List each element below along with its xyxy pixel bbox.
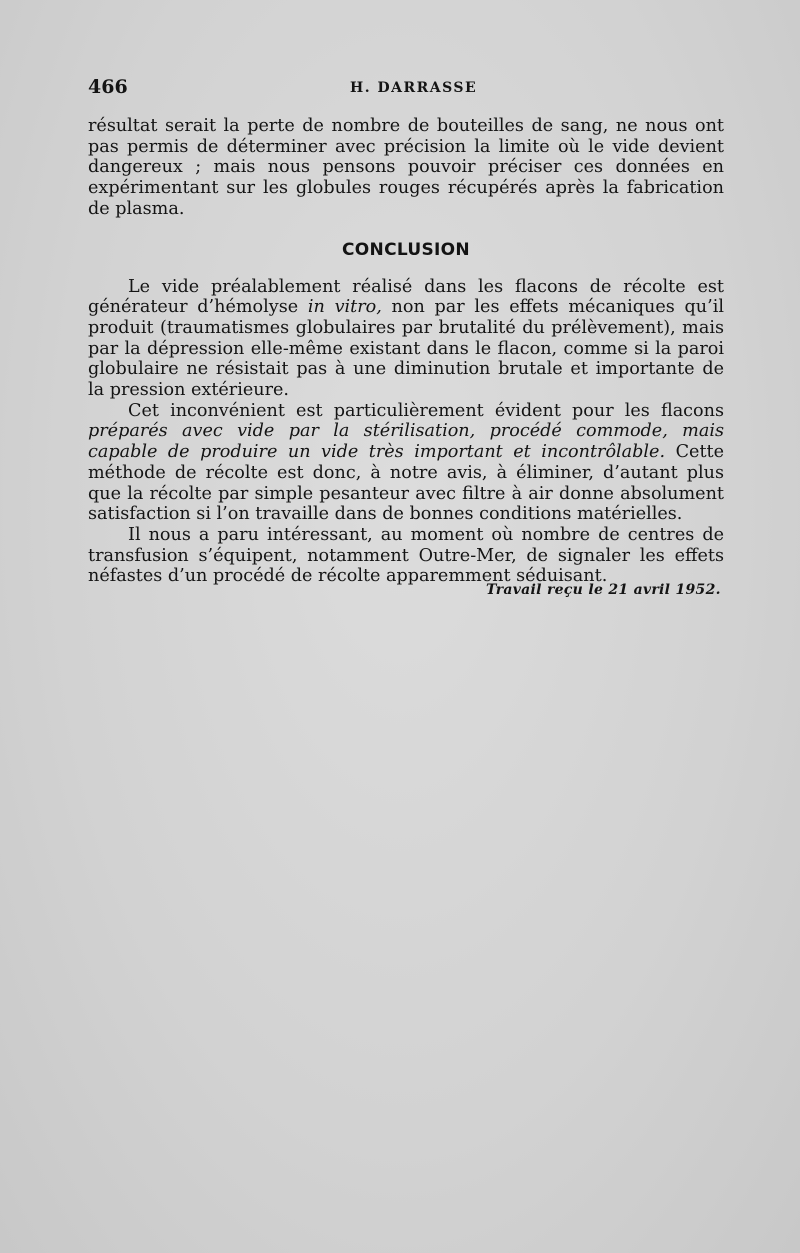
paragraph-1-italic: in vitro, bbox=[307, 297, 382, 318]
paragraph-conclusion-3: Il nous a paru intéressant, au moment où nombre de centres de transfusion s’équipent, notamment Outre-Mer, de signaler les effets néfastes d’un procédé de récolte apparemment séduisant. bbox=[88, 524, 724, 587]
paragraph-2-italic: préparés avec vide par la stérilisation, procédé commode, mais capable de produire un vide très important et incontrôlable. bbox=[88, 421, 724, 463]
text-block bbox=[88, 116, 724, 587]
paragraph-1-text-b: non par les effets mécaniques qu’il produit (traumatismes globulaires par brutalité du prélèvement), mais par la dépression elle-même existant dans le flacon, comme si la paroi globulaire ne résistait pas à une diminution brutale et importante de la pression extérieure. bbox=[88, 297, 724, 401]
received-date-note: Travail reçu le 21 avril 1952. bbox=[486, 582, 721, 598]
paragraph-2-text-b: Cette méthode de récolte est donc, à notre avis, à éliminer, d’autant plus que la récolte par simple pesanteur avec filtre à air donne absolument satisfaction si l’on travaille dans de bonnes conditions matérielles. bbox=[88, 442, 724, 525]
paragraph-2-text-a: Cet inconvénient est particulièrement évident pour les flacons bbox=[128, 400, 724, 421]
section-title: CONCLUSION bbox=[342, 239, 470, 260]
page-number: 466 bbox=[88, 76, 128, 98]
paragraph-conclusion-2 bbox=[88, 401, 724, 525]
paragraph-continuation: résultat serait la perte de nombre de bouteilles de sang, ne nous ont pas permis de déterminer avec précision la limite où le vide devient dangereux ; mais nous pensons pouvoir préciser ces données en expérimentant sur les globules rouges récupérés après la fabrication de plasma. bbox=[88, 116, 724, 219]
page-header bbox=[88, 76, 724, 102]
paragraph-1-text-a: Le vide préalablement réalisé dans les flacons de récolte est générateur d’hémolyse bbox=[88, 276, 724, 318]
paragraph-conclusion-1 bbox=[88, 277, 724, 401]
running-head-author: H. DARRASSE bbox=[350, 80, 478, 96]
